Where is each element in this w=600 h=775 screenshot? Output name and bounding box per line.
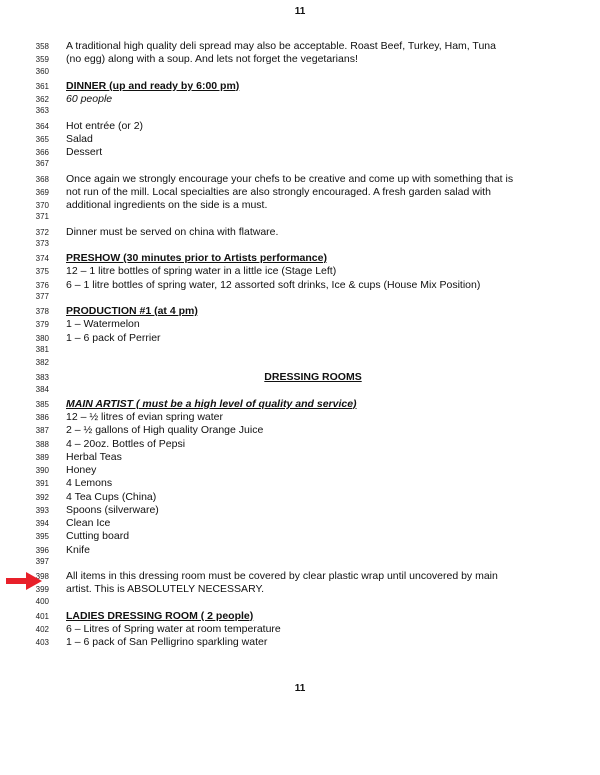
document-line xyxy=(0,504,600,517)
line-number: 360 xyxy=(35,66,49,76)
document-line xyxy=(0,173,600,186)
line-number: 385 xyxy=(35,399,49,409)
line-text: 1 – 6 pack of Perrier xyxy=(66,331,161,344)
line-number: 371 xyxy=(35,212,49,222)
line-number: 384 xyxy=(35,384,49,394)
line-number: 359 xyxy=(35,55,49,65)
line-text: Spoons (silverware) xyxy=(66,503,159,516)
document-line xyxy=(0,583,600,596)
line-text: 4 Tea Cups (China) xyxy=(66,490,157,503)
line-text: 12 – 1 litre bottles of spring water in a little ice (Stage Left) xyxy=(66,265,337,278)
line-text: A traditional high quality deli spread may also be acceptable. Roast Beef, Turkey, Ham, Tuna xyxy=(66,40,496,52)
line-number: 391 xyxy=(35,479,49,489)
document-line xyxy=(0,517,600,530)
document-line xyxy=(0,67,600,80)
line-number: 363 xyxy=(35,106,49,116)
line-number: 381 xyxy=(35,344,49,354)
line-number: 372 xyxy=(35,227,49,237)
document-line xyxy=(0,106,600,119)
document-line xyxy=(0,345,600,358)
document-line xyxy=(0,265,600,278)
line-number: 397 xyxy=(35,556,49,566)
line-number: 366 xyxy=(35,148,49,157)
document-line xyxy=(0,80,600,93)
line-number: 401 xyxy=(35,611,49,621)
document-line xyxy=(0,438,600,451)
line-text: Hot entrée (or 2) xyxy=(66,119,144,132)
subsection-heading: MAIN ARTIST ( must be a high level of quality and service) xyxy=(66,397,357,410)
page-number-top: 11 xyxy=(294,6,306,17)
line-number: 387 xyxy=(35,426,49,436)
line-number: 375 xyxy=(35,267,49,277)
document-line xyxy=(0,332,600,345)
line-number: 396 xyxy=(35,545,49,555)
document-line xyxy=(0,279,600,292)
line-text: Dessert xyxy=(66,146,103,158)
line-text: artist. This is ABSOLUTELY NECESSARY. xyxy=(66,583,265,596)
line-number: 398 xyxy=(35,572,49,581)
line-text: additional ingredients on the side is a must. xyxy=(66,199,268,211)
document-line xyxy=(0,411,600,424)
line-number: 394 xyxy=(35,519,49,528)
document-line xyxy=(0,292,600,305)
document-line xyxy=(0,636,600,649)
line-text: 6 – Litres of Spring water at room temperature xyxy=(66,623,281,635)
document-line xyxy=(0,491,600,504)
line-text: All items in this dressing room must be covered by clear plastic wrap until uncovered by main xyxy=(66,570,498,582)
line-text: Once again we strongly encourage your chefs to be creative and come up with something that is xyxy=(66,172,514,185)
document-line xyxy=(0,464,600,477)
document-line xyxy=(0,133,600,146)
line-number: 392 xyxy=(35,492,49,502)
line-number: 393 xyxy=(35,505,49,515)
document-line xyxy=(0,398,600,411)
line-text: 4 – 20oz. Bottles of Pepsi xyxy=(66,437,186,450)
document-line xyxy=(0,239,600,252)
line-number: 364 xyxy=(35,121,49,131)
line-text: Honey xyxy=(66,464,97,476)
line-number: 399 xyxy=(35,585,49,595)
document-line xyxy=(0,146,600,159)
line-text: Herbal Teas xyxy=(66,450,122,463)
subsection-heading: LADIES DRESSING ROOM ( 2 people) xyxy=(66,609,254,622)
line-number: 388 xyxy=(35,439,49,449)
document-line xyxy=(0,570,600,583)
document-line xyxy=(0,477,600,490)
line-number: 395 xyxy=(35,532,49,542)
line-number: 390 xyxy=(35,466,49,475)
document-line xyxy=(0,212,600,225)
document-line xyxy=(0,40,600,53)
document-line xyxy=(0,226,600,239)
section-heading: DRESSING ROOMS xyxy=(264,371,362,384)
line-text: Clean Ice xyxy=(66,517,111,529)
line-number: 370 xyxy=(35,201,49,210)
line-number: 373 xyxy=(35,238,49,248)
line-number: 380 xyxy=(35,333,49,343)
line-number: 365 xyxy=(35,134,49,144)
line-text: 6 – 1 litre bottles of spring water, 12 assorted soft drinks, Ice & cups (House Mix Position) xyxy=(66,278,481,291)
line-number: 377 xyxy=(35,291,49,301)
document-line xyxy=(0,371,600,384)
document-line xyxy=(0,318,600,331)
document-line xyxy=(0,159,600,172)
line-number: 389 xyxy=(35,452,49,462)
document-line xyxy=(0,623,600,636)
line-number: 369 xyxy=(35,187,49,197)
line-text: (no egg) along with a soup. And lets not forget the vegetarians! xyxy=(66,53,358,66)
document-line xyxy=(0,544,600,557)
document-line xyxy=(0,385,600,398)
red-arrow-icon xyxy=(6,572,42,590)
line-number: 367 xyxy=(35,159,49,169)
line-number: 383 xyxy=(35,373,49,383)
line-text: Salad xyxy=(66,132,93,145)
subsection-heading: PRESHOW (30 minutes prior to Artists performance) xyxy=(66,252,327,264)
line-number: 368 xyxy=(35,174,49,184)
line-number: 361 xyxy=(35,81,49,91)
line-text: 12 – ½ litres of evian spring water xyxy=(66,411,223,423)
document-line xyxy=(0,451,600,464)
document-line xyxy=(0,93,600,106)
line-text: 1 – 6 pack of San Pelligrino sparkling water xyxy=(66,636,268,649)
line-number: 400 xyxy=(35,596,49,606)
line-text: Dinner must be served on china with flatware. xyxy=(66,225,279,238)
document-line xyxy=(0,530,600,543)
line-text: 60 people xyxy=(66,93,113,105)
line-text: 1 – Watermelon xyxy=(66,318,140,331)
line-text: not run of the mill. Local specialties are also strongly encouraged. A fresh garden salad with xyxy=(66,185,491,198)
line-number: 402 xyxy=(35,625,49,634)
document-line xyxy=(0,610,600,623)
document-line xyxy=(0,305,600,318)
document-body xyxy=(0,40,600,650)
line-number: 378 xyxy=(35,307,49,316)
line-text: 2 – ½ gallons of High quality Orange Juice xyxy=(66,424,264,437)
line-number: 376 xyxy=(35,280,49,290)
document-line xyxy=(0,120,600,133)
document-line xyxy=(0,186,600,199)
subsection-heading: DINNER (up and ready by 6:00 pm) xyxy=(66,79,240,92)
line-number: 382 xyxy=(35,358,49,367)
line-number: 403 xyxy=(35,638,49,648)
line-number: 358 xyxy=(35,42,49,51)
line-number: 386 xyxy=(35,413,49,422)
document-line xyxy=(0,597,600,610)
document-line xyxy=(0,557,600,570)
line-text: Cutting board xyxy=(66,530,130,543)
line-text: Knife xyxy=(66,543,90,556)
line-number: 362 xyxy=(35,95,49,104)
line-number: 374 xyxy=(35,254,49,263)
document-line xyxy=(0,252,600,265)
page-number-bottom: 11 xyxy=(294,683,306,694)
document-line xyxy=(0,199,600,212)
line-text: 4 Lemons xyxy=(66,477,113,490)
subsection-heading: PRODUCTION #1 (at 4 pm) xyxy=(66,305,198,317)
line-number: 379 xyxy=(35,320,49,330)
document-line xyxy=(0,424,600,437)
document-line xyxy=(0,53,600,66)
document-line xyxy=(0,358,600,371)
